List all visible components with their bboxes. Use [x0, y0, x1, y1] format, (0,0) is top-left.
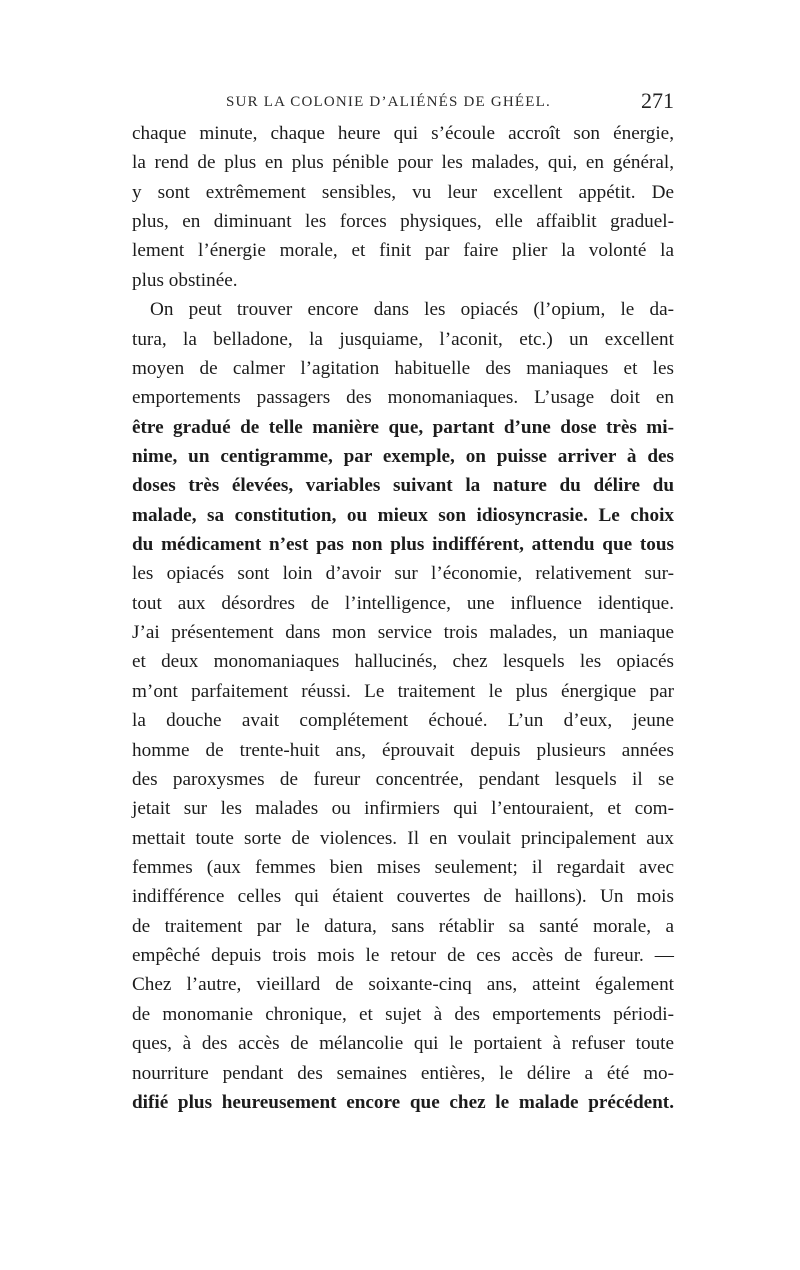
text-line: nourriture pendant des semaines entières, le délire a été mo- — [132, 1062, 674, 1084]
text-line: les opiacés sont loin d’avoir sur l’économie, relativement sur- — [132, 563, 674, 585]
text-line: malade, sa constitution, ou mieux son idiosyncrasie. Le choix — [132, 504, 674, 526]
text-line: chaque minute, chaque heure qui s’écoule accroît son énergie, — [132, 123, 674, 144]
text-line: nime, un centigramme, par exemple, on puisse arriver à des — [132, 445, 674, 467]
text-line: des paroxysmes de fureur concentrée, pendant lesquels il se — [132, 768, 674, 790]
text-line: plus, en diminuant les forces physiques, elle affaiblit graduel- — [132, 211, 674, 233]
text-line: m’ont parfaitement réussi. Le traitement le plus énergique par — [132, 680, 674, 702]
text-line: doses très élevées, variables suivant la nature du délire du — [132, 475, 674, 497]
text-line: Chez l’autre, vieillard de soixante-cinq ans, atteint également — [132, 974, 674, 996]
text-line: être gradué de telle manière que, partant d’une dose très mi- — [132, 416, 674, 438]
text-line: la douche avait complétement échoué. L’un d’eux, jeune — [132, 710, 674, 732]
text-line: ques, à des accès de mélancolie qui le portaient à refuser toute — [132, 1033, 674, 1055]
body-text — [132, 119, 674, 1117]
text-line: mettait toute sorte de violences. Il en voulait principalement aux — [132, 827, 674, 849]
text-line: indifférence celles qui étaient couvertes de haillons). Un mois — [132, 886, 674, 908]
page-number: 271 — [641, 88, 674, 113]
text-line: de traitement par le datura, sans rétablir sa santé morale, a — [132, 915, 674, 937]
text-line: emportements passagers des monomaniaques. L’usage doit en — [132, 387, 674, 409]
text-line: y sont extrêmement sensibles, vu leur excellent appétit. De — [132, 181, 674, 203]
text-line: plus obstinée. — [132, 269, 238, 291]
text-line: tout aux désordres de l’intelligence, une influence identique. — [132, 592, 674, 614]
text-line: difié plus heureusement encore que chez le malade précédent. — [132, 1091, 674, 1113]
text-line: J’ai présentement dans mon service trois malades, un maniaque — [132, 622, 674, 644]
text-line: du médicament n’est pas non plus indifférent, attendu que tous — [132, 534, 674, 556]
text-line: femmes (aux femmes bien mises seulement; il regardait avec — [132, 856, 674, 878]
text-line: et deux monomaniaques hallucinés, chez lesquels les opiacés — [132, 651, 674, 673]
text-line: On peut trouver encore dans les opiacés (l’opium, le da- — [150, 299, 674, 321]
running-head — [132, 86, 674, 120]
text-line: jetait sur les malades ou infirmiers qui l’entouraient, et com- — [132, 798, 674, 820]
text-line: tura, la belladone, la jusquiame, l’aconit, etc.) un excellent — [132, 328, 674, 350]
text-line: la rend de plus en plus pénible pour les malades, qui, en général, — [132, 152, 674, 174]
text-line: lement l’énergie morale, et finit par faire plier la volonté la — [132, 240, 674, 262]
running-title: SUR LA COLONIE D’ALIÉNÉS DE GHÉEL. — [226, 94, 551, 110]
text-line: de monomanie chronique, et sujet à des emportements périodi- — [132, 1003, 674, 1025]
text-line: moyen de calmer l’agitation habituelle des maniaques et les — [132, 357, 674, 379]
text-line: homme de trente-huit ans, éprouvait depuis plusieurs années — [132, 739, 674, 761]
text-line: empêché depuis trois mois le retour de ces accès de fureur. — — [132, 945, 674, 967]
